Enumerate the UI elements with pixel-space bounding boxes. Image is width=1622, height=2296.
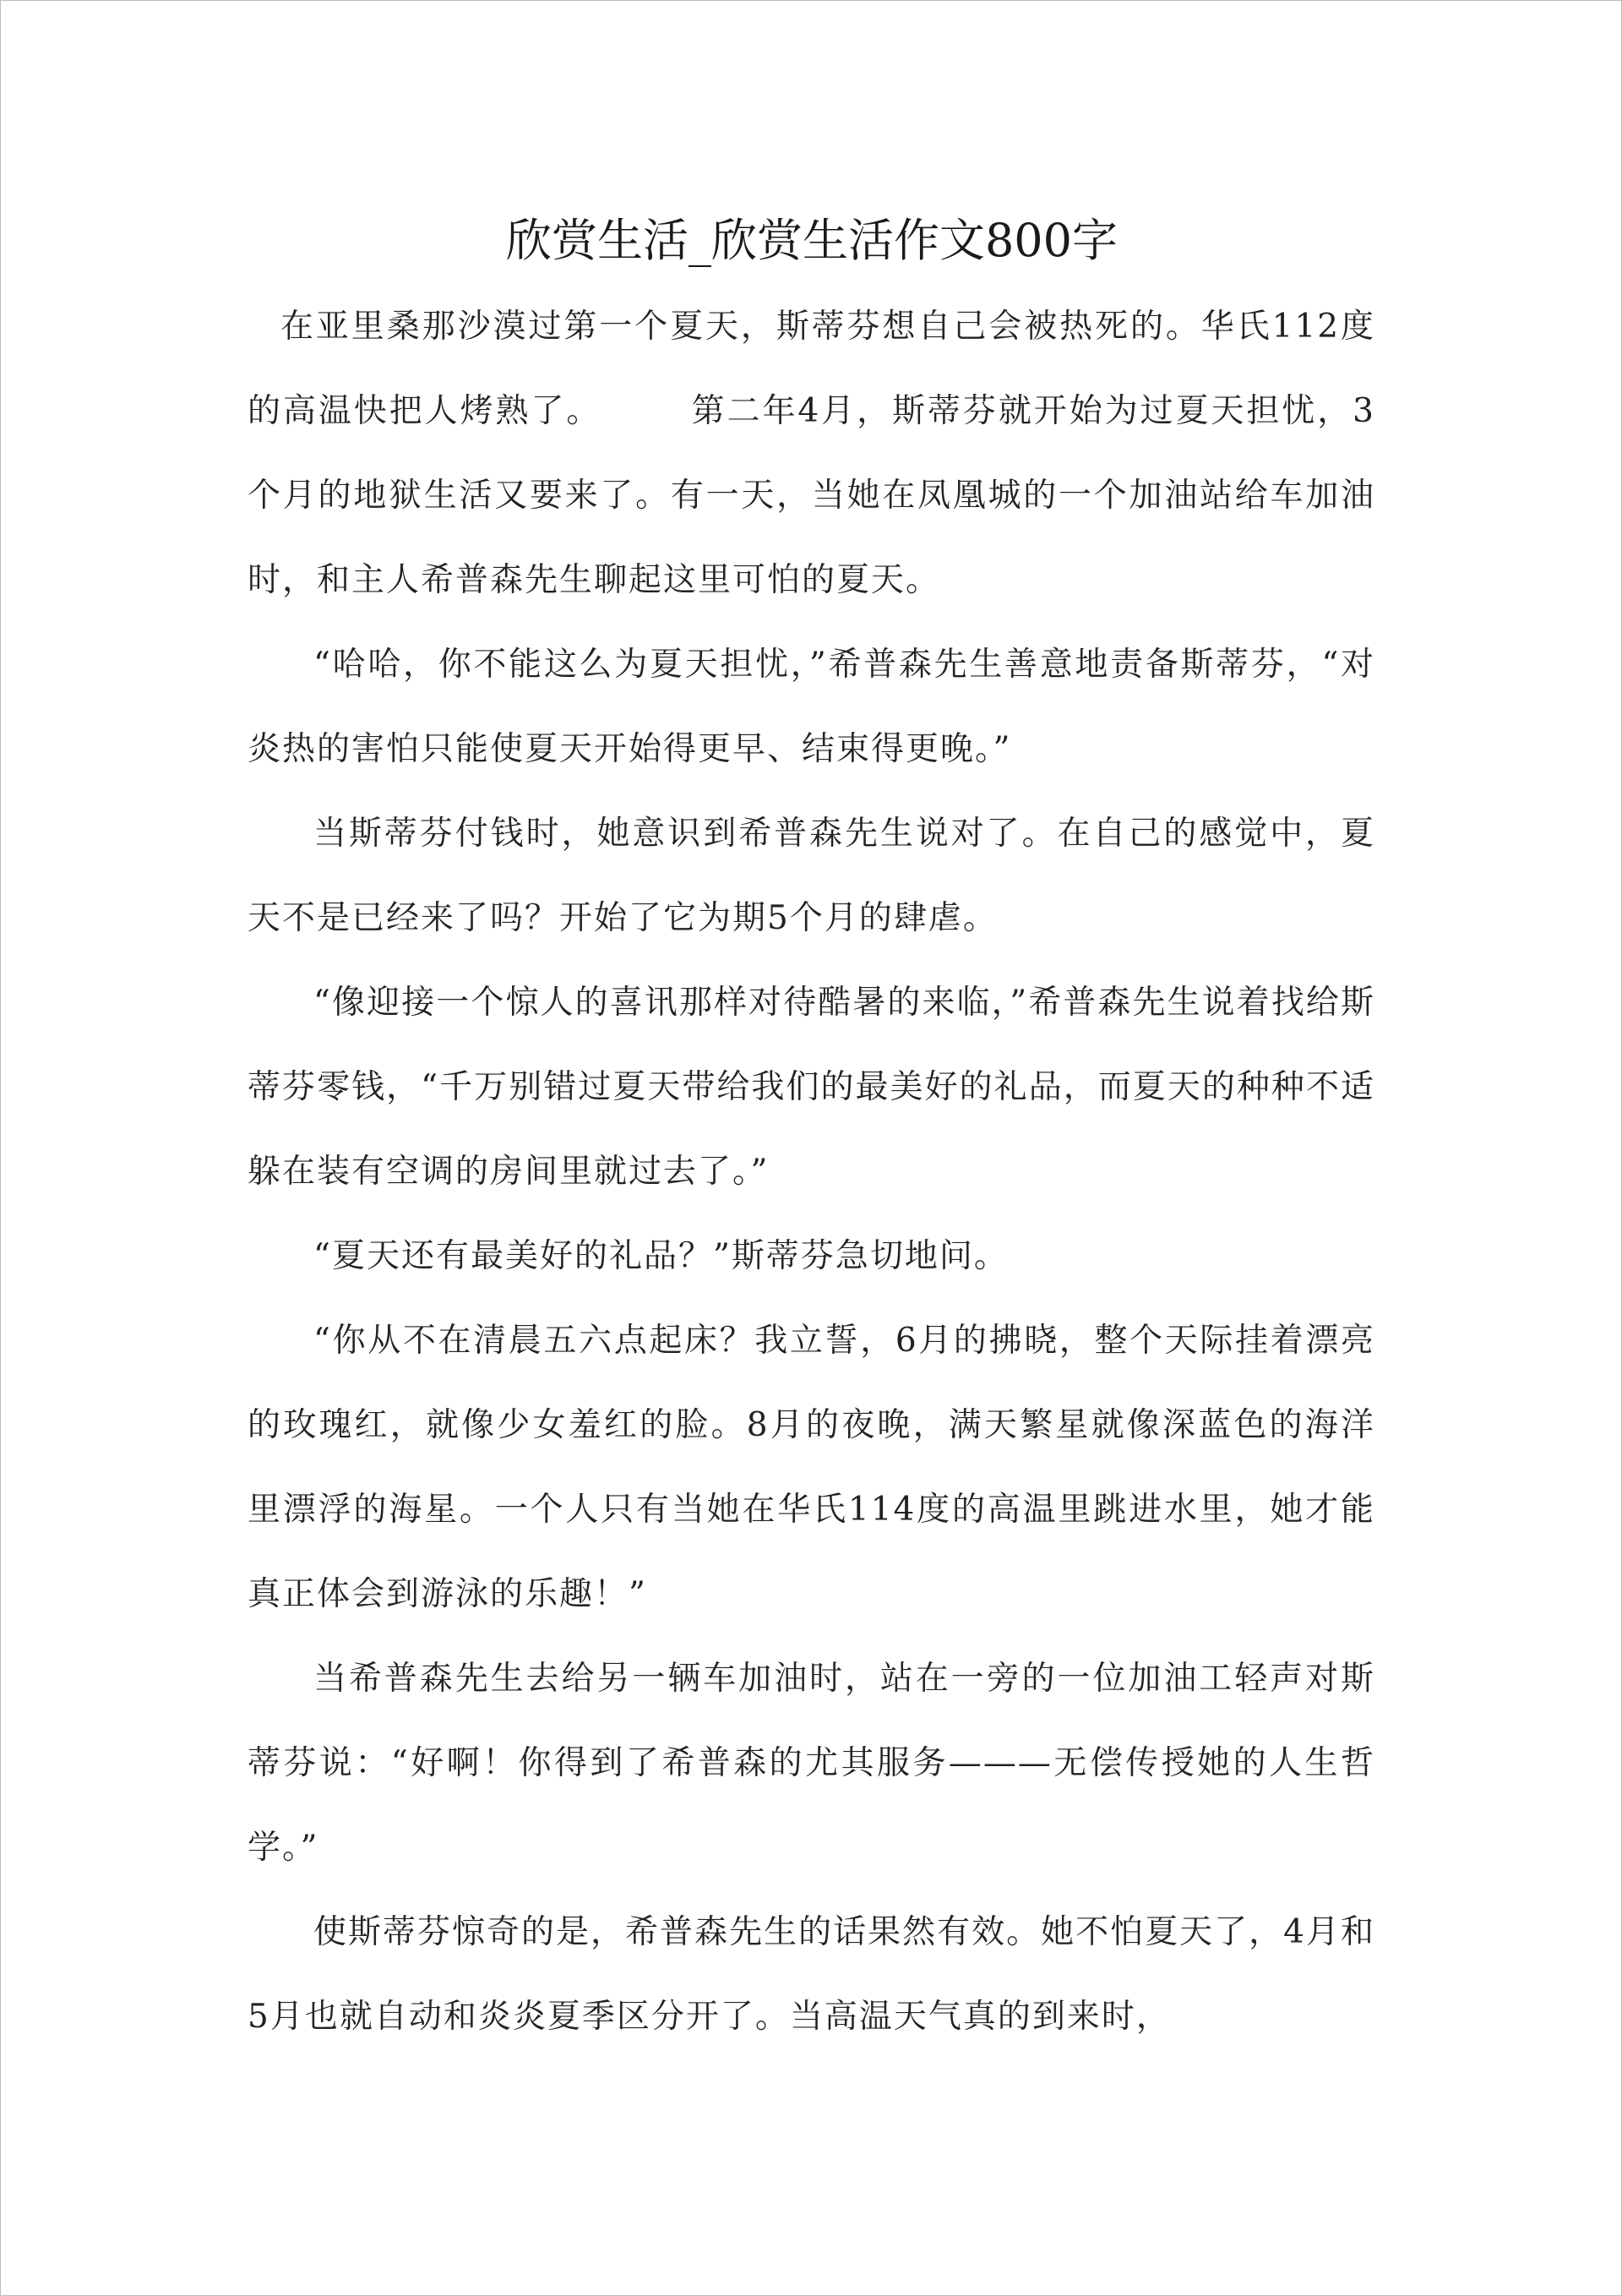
paragraph: “夏天还有最美好的礼品？”斯蒂芬急切地问。 (313, 1237, 1009, 1275)
paragraph: “像迎接一个惊人的喜讯那样对待酷暑的来临，”希普森先生说着找给斯蒂芬零钱，“千万别错过夏天带给我们的最美好的礼品，而夏天的种种不适躲在装有空调的房间里就过去了。” (248, 984, 1375, 1191)
paragraph: “哈哈，你不能这么为夏天担忧，”希普森先生善意地责备斯蒂芬，“对炎热的害怕只能使夏天开始得更早、结束得更晚。” (248, 646, 1375, 768)
paragraph: “你从不在清晨五六点起床？我立誓，6月的拂晓，整个天际挂着漂亮的玫瑰红，就像少女羞红的脸。8月的夜晚，满天繁星就像深蓝色的海洋里漂浮的海星。一个人只有当她在华氏114度的高温里跳进水里，她才能真正体会到游泳的乐趣！” (248, 1322, 1375, 1613)
paragraph: 当斯蒂芬付钱时，她意识到希普森先生说对了。在自己的感觉中，夏天不是已经来了吗？开始了它为期5个月的肆虐。 (248, 815, 1375, 937)
paragraph: 在亚里桑那沙漠过第一个夏天，斯蒂芬想自己会被热死的。华氏112度的高温快把人烤熟了。 第二年4月，斯蒂芬就开始为过夏天担忧，3个月的地狱生活又要来了。有一天，当她在凤凰城的一个加油站给车加油时，和主人希普森先生聊起这里可怕的夏天。 (248, 308, 1375, 599)
document-body (248, 285, 1375, 2059)
document-title: 欣赏生活_欣赏生活作文800字 (505, 214, 1119, 267)
paragraph: 当希普森先生去给另一辆车加油时，站在一旁的一位加油工轻声对斯蒂芬说：“好啊！你得到了希普森的尤其服务———无偿传授她的人生哲学。” (248, 1660, 1375, 1867)
paragraph: 使斯蒂芬惊奇的是，希普森先生的话果然有效。她不怕夏天了，4月和5月也就自动和炎炎夏季区分开了。当高温天气真的到来时， (248, 1913, 1375, 2036)
